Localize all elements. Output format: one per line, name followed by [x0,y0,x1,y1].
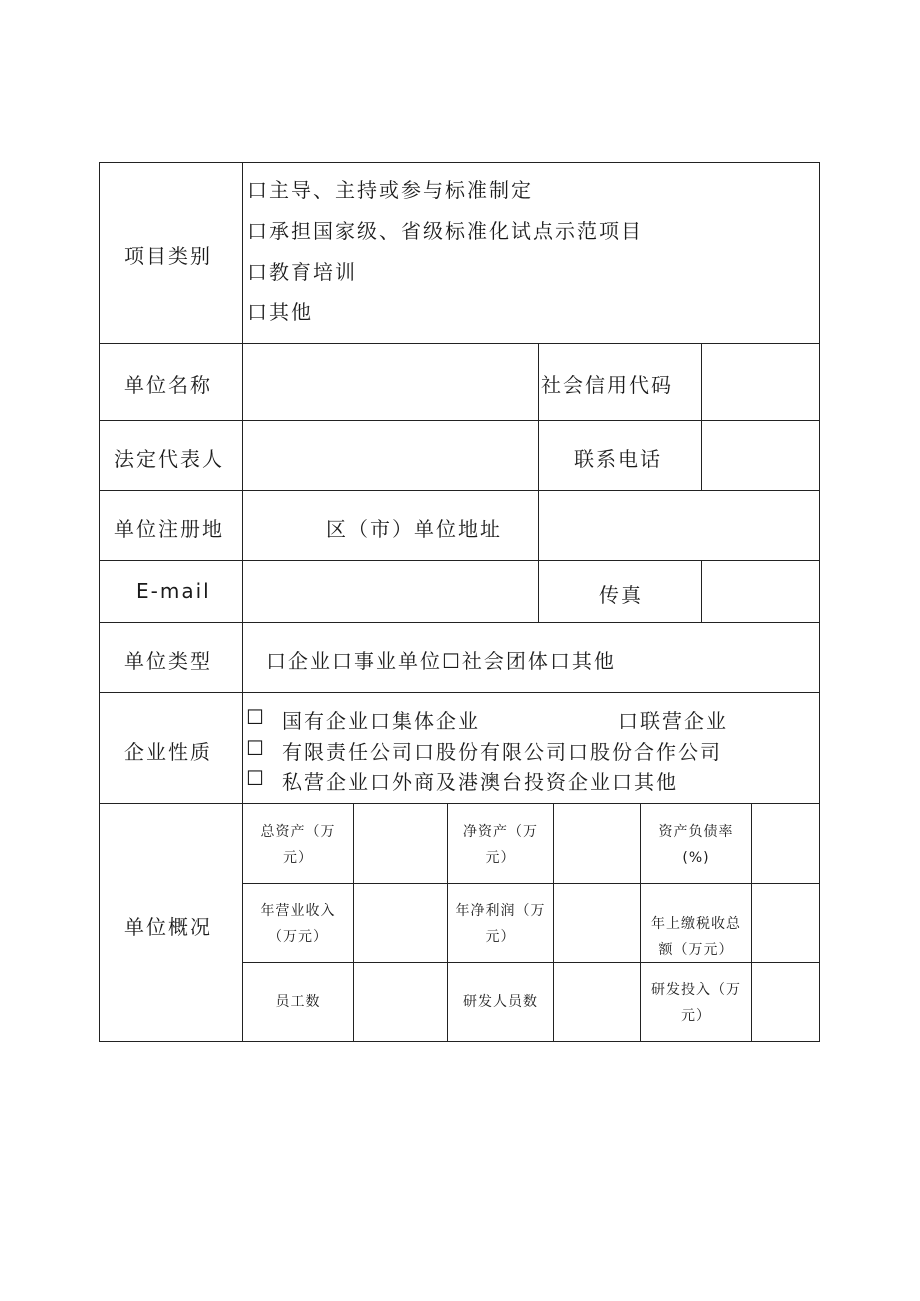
registration-place-label: 单位注册地 [114,517,224,541]
project-category-option-other[interactable]: 口其他 [247,300,313,324]
annual-net-profit-field[interactable] [554,884,640,962]
row-divider [99,343,820,344]
project-category-option-training[interactable]: 口教育培训 [247,260,357,284]
column-divider [538,343,539,623]
annual-tax-field[interactable] [752,884,819,962]
rd-investment-label: 研发投入（万 元） [651,982,741,1024]
employee-count-field[interactable] [354,963,447,1041]
phone-label: 联系电话 [574,447,662,471]
overview-label: 单位概况 [124,915,212,939]
row-divider [99,622,820,623]
annual-tax-label: 年上缴税收总 额（万元） [651,916,741,958]
employee-count-label: 员工数 [275,994,321,1010]
project-category-option-pilot[interactable]: 口承担国家级、省级标准化试点示范项目 [247,219,643,243]
rd-investment-field[interactable] [752,963,819,1041]
fax-label: 传真 [599,583,643,607]
table-border-left [99,162,100,1042]
annual-revenue-field[interactable] [354,884,447,962]
checkbox-icon[interactable]: ☐ [246,705,264,729]
rd-staff-count-label: 研发人员数 [463,994,538,1010]
project-category-option-standard[interactable]: 口主导、主持或参与标准制定 [247,178,533,202]
row-divider [99,692,820,693]
column-divider [701,560,702,623]
row-divider [99,420,820,421]
net-assets-field[interactable] [554,804,640,883]
unit-name-label: 单位名称 [124,373,212,397]
row-divider [242,883,820,884]
email-label: E-mail [136,579,211,603]
debt-ratio-label: 资产负债率 (%) [658,824,734,866]
total-assets-field[interactable] [354,804,447,883]
net-assets-label: 净资产（万 元） [463,824,538,866]
unit-type-options[interactable]: 口企业口事业单位☐社会团体口其他 [266,649,616,673]
annual-revenue-label: 年营业收入 （万元） [260,903,336,945]
project-category-label: 项目类别 [124,244,212,268]
table-border-bottom [99,1041,820,1042]
annual-net-profit-label: 年净利润（万 元） [455,903,546,945]
enterprise-nature-line2[interactable]: 有限责任公司口股份有限公司口股份合作公司 [282,740,722,764]
table-border-right [819,162,820,1042]
column-divider [701,343,702,491]
enterprise-nature-line1[interactable]: 国有企业口集体企业 [282,709,480,733]
checkbox-icon[interactable]: ☐ [246,736,264,760]
row-divider [99,803,820,804]
enterprise-nature-label: 企业性质 [124,740,212,764]
credit-code-label: 社会信用代码 [541,373,673,397]
row-divider [99,490,820,491]
unit-type-label: 单位类型 [124,649,212,673]
checkbox-icon[interactable]: ☐ [246,766,264,790]
rd-staff-count-field[interactable] [554,963,640,1041]
row-divider [99,560,820,561]
unit-address-label: 区（市）单位地址 [326,517,502,541]
debt-ratio-field[interactable] [752,804,819,883]
table-border-top [99,162,820,163]
legal-representative-label: 法定代表人 [114,447,224,471]
total-assets-label: 总资产（万 元） [260,824,336,866]
enterprise-nature-line3[interactable]: 私营企业口外商及港澳台投资企业口其他 [282,770,678,794]
enterprise-nature-joint-venture[interactable]: 口联营企业 [618,709,728,733]
